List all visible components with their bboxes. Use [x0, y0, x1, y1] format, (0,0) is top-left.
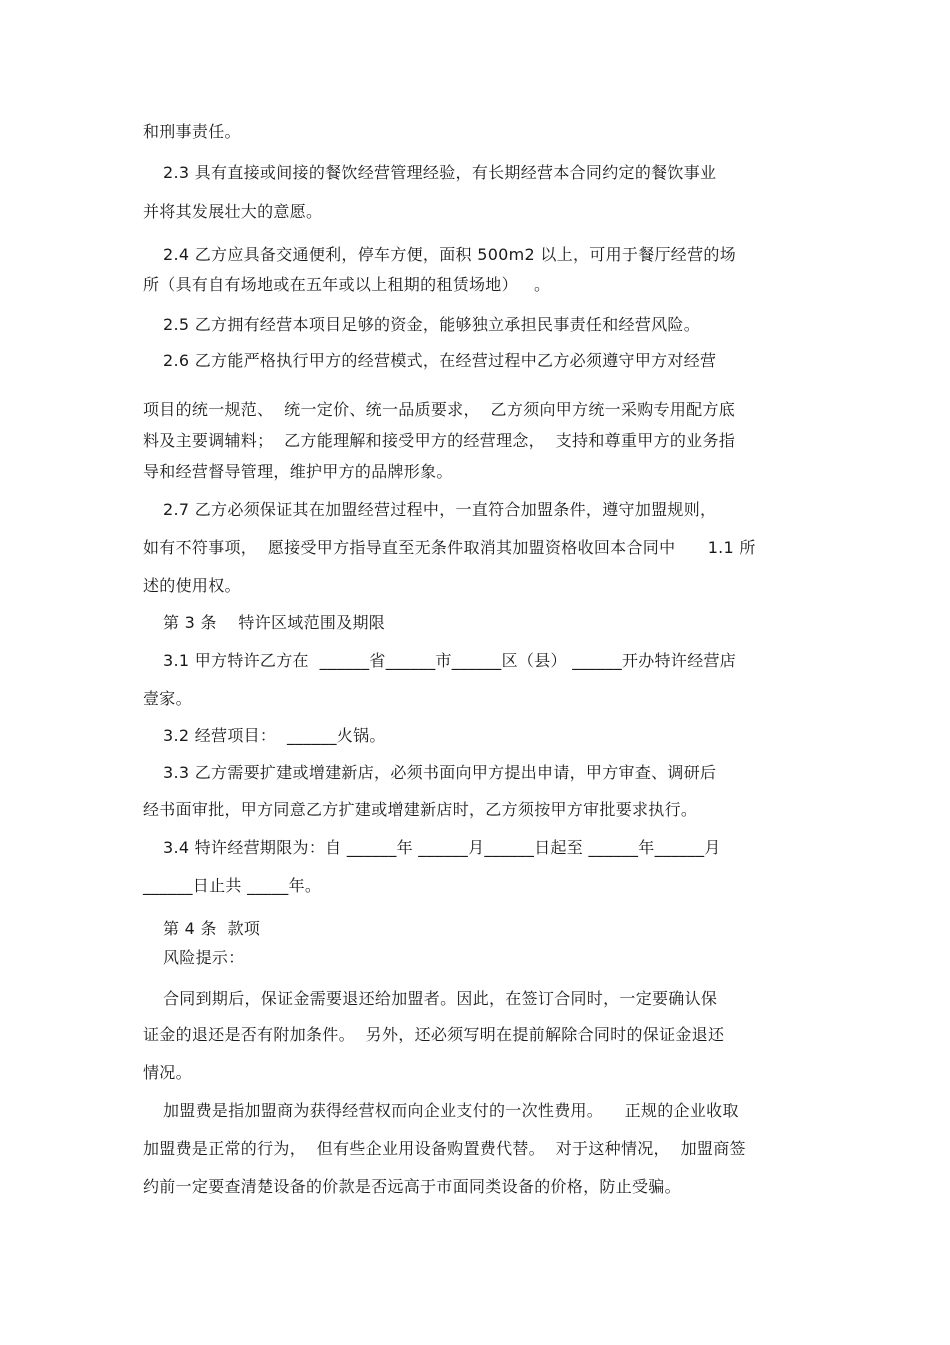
- clause-2-7: 2.7 乙方必须保证其在加盟经营过程中，一直符合加盟条件，遵守加盟规则，: [163, 500, 717, 519]
- clause-2-4: 2.4 乙方应具备交通便利，停车方便，面积 500m2 以上，可用于餐厅经营的场: [163, 245, 737, 264]
- text-line: 述的使用权。: [143, 576, 241, 595]
- text-line: 并将其发展壮大的意愿。: [143, 202, 323, 221]
- text-line: 约前一定要查清楚设备的价款是否远高于市面同类设备的价格，防止受骗。: [143, 1177, 681, 1196]
- text-line: 如有不符事项， 愿接受甲方指导直至无条件取消其加盟资格收回本合同中 1.1 所: [143, 538, 756, 557]
- clause-3-2: 3.2 经营项目： ______火锅。: [163, 726, 386, 745]
- clause-2-3: 2.3 具有直接或间接的餐饮经营管理经验，有长期经营本合同约定的餐饮事业: [163, 163, 717, 182]
- text-line: 证金的退还是否有附加条件。 另外，还必须写明在提前解除合同时的保证金退还: [143, 1025, 725, 1044]
- text-line: 壹家。: [143, 689, 192, 708]
- text-line: 料及主要调辅料； 乙方能理解和接受甲方的经营理念， 支持和尊重甲方的业务指: [143, 431, 736, 450]
- clause-3-1: 3.1 甲方特许乙方在 ______省______市______区（县） ______开办特许经营店: [163, 651, 737, 670]
- article-3-heading: 第 3 条 特许区域范围及期限: [163, 613, 386, 632]
- article-4-heading: 第 4 条 款项: [163, 919, 261, 938]
- text-line: ______日止共 _____年。: [143, 876, 322, 895]
- text-line: 导和经营督导管理，维护甲方的品牌形象。: [143, 462, 453, 481]
- text-line: 情况。: [143, 1063, 192, 1082]
- text-line: 所（具有自有场地或在五年或以上租期的租赁场地） 。: [143, 275, 551, 294]
- paragraph-line: 合同到期后，保证金需要退还给加盟者。因此，在签订合同时，一定要确认保: [163, 989, 718, 1008]
- clause-2-5: 2.5 乙方拥有经营本项目足够的资金，能够独立承担民事责任和经营风险。: [163, 315, 701, 334]
- paragraph-line: 加盟费是指加盟商为获得经营权而向企业支付的一次性费用。 正规的企业收取: [163, 1101, 739, 1120]
- text-line: 和刑事责任。: [143, 122, 241, 141]
- text-line: 项目的统一规范、 统一定价、统一品质要求， 乙方须向甲方统一采购专用配方底: [143, 400, 736, 419]
- clause-3-4: 3.4 特许经营期限为：自 ______年 ______月______日起至 ______年______月: [163, 838, 721, 857]
- risk-warning-label: 风险提示：: [163, 948, 245, 967]
- text-line: 经书面审批，甲方同意乙方扩建或增建新店时，乙方须按甲方审批要求执行。: [143, 800, 698, 819]
- clause-2-6: 2.6 乙方能严格执行甲方的经营模式，在经营过程中乙方必须遵守甲方对经营: [163, 351, 717, 370]
- clause-3-3: 3.3 乙方需要扩建或增建新店，必须书面向甲方提出申请，甲方审查、调研后: [163, 763, 717, 782]
- text-line: 加盟费是正常的行为， 但有些企业用设备购置费代替。 对于这种情况， 加盟商签: [143, 1139, 746, 1158]
